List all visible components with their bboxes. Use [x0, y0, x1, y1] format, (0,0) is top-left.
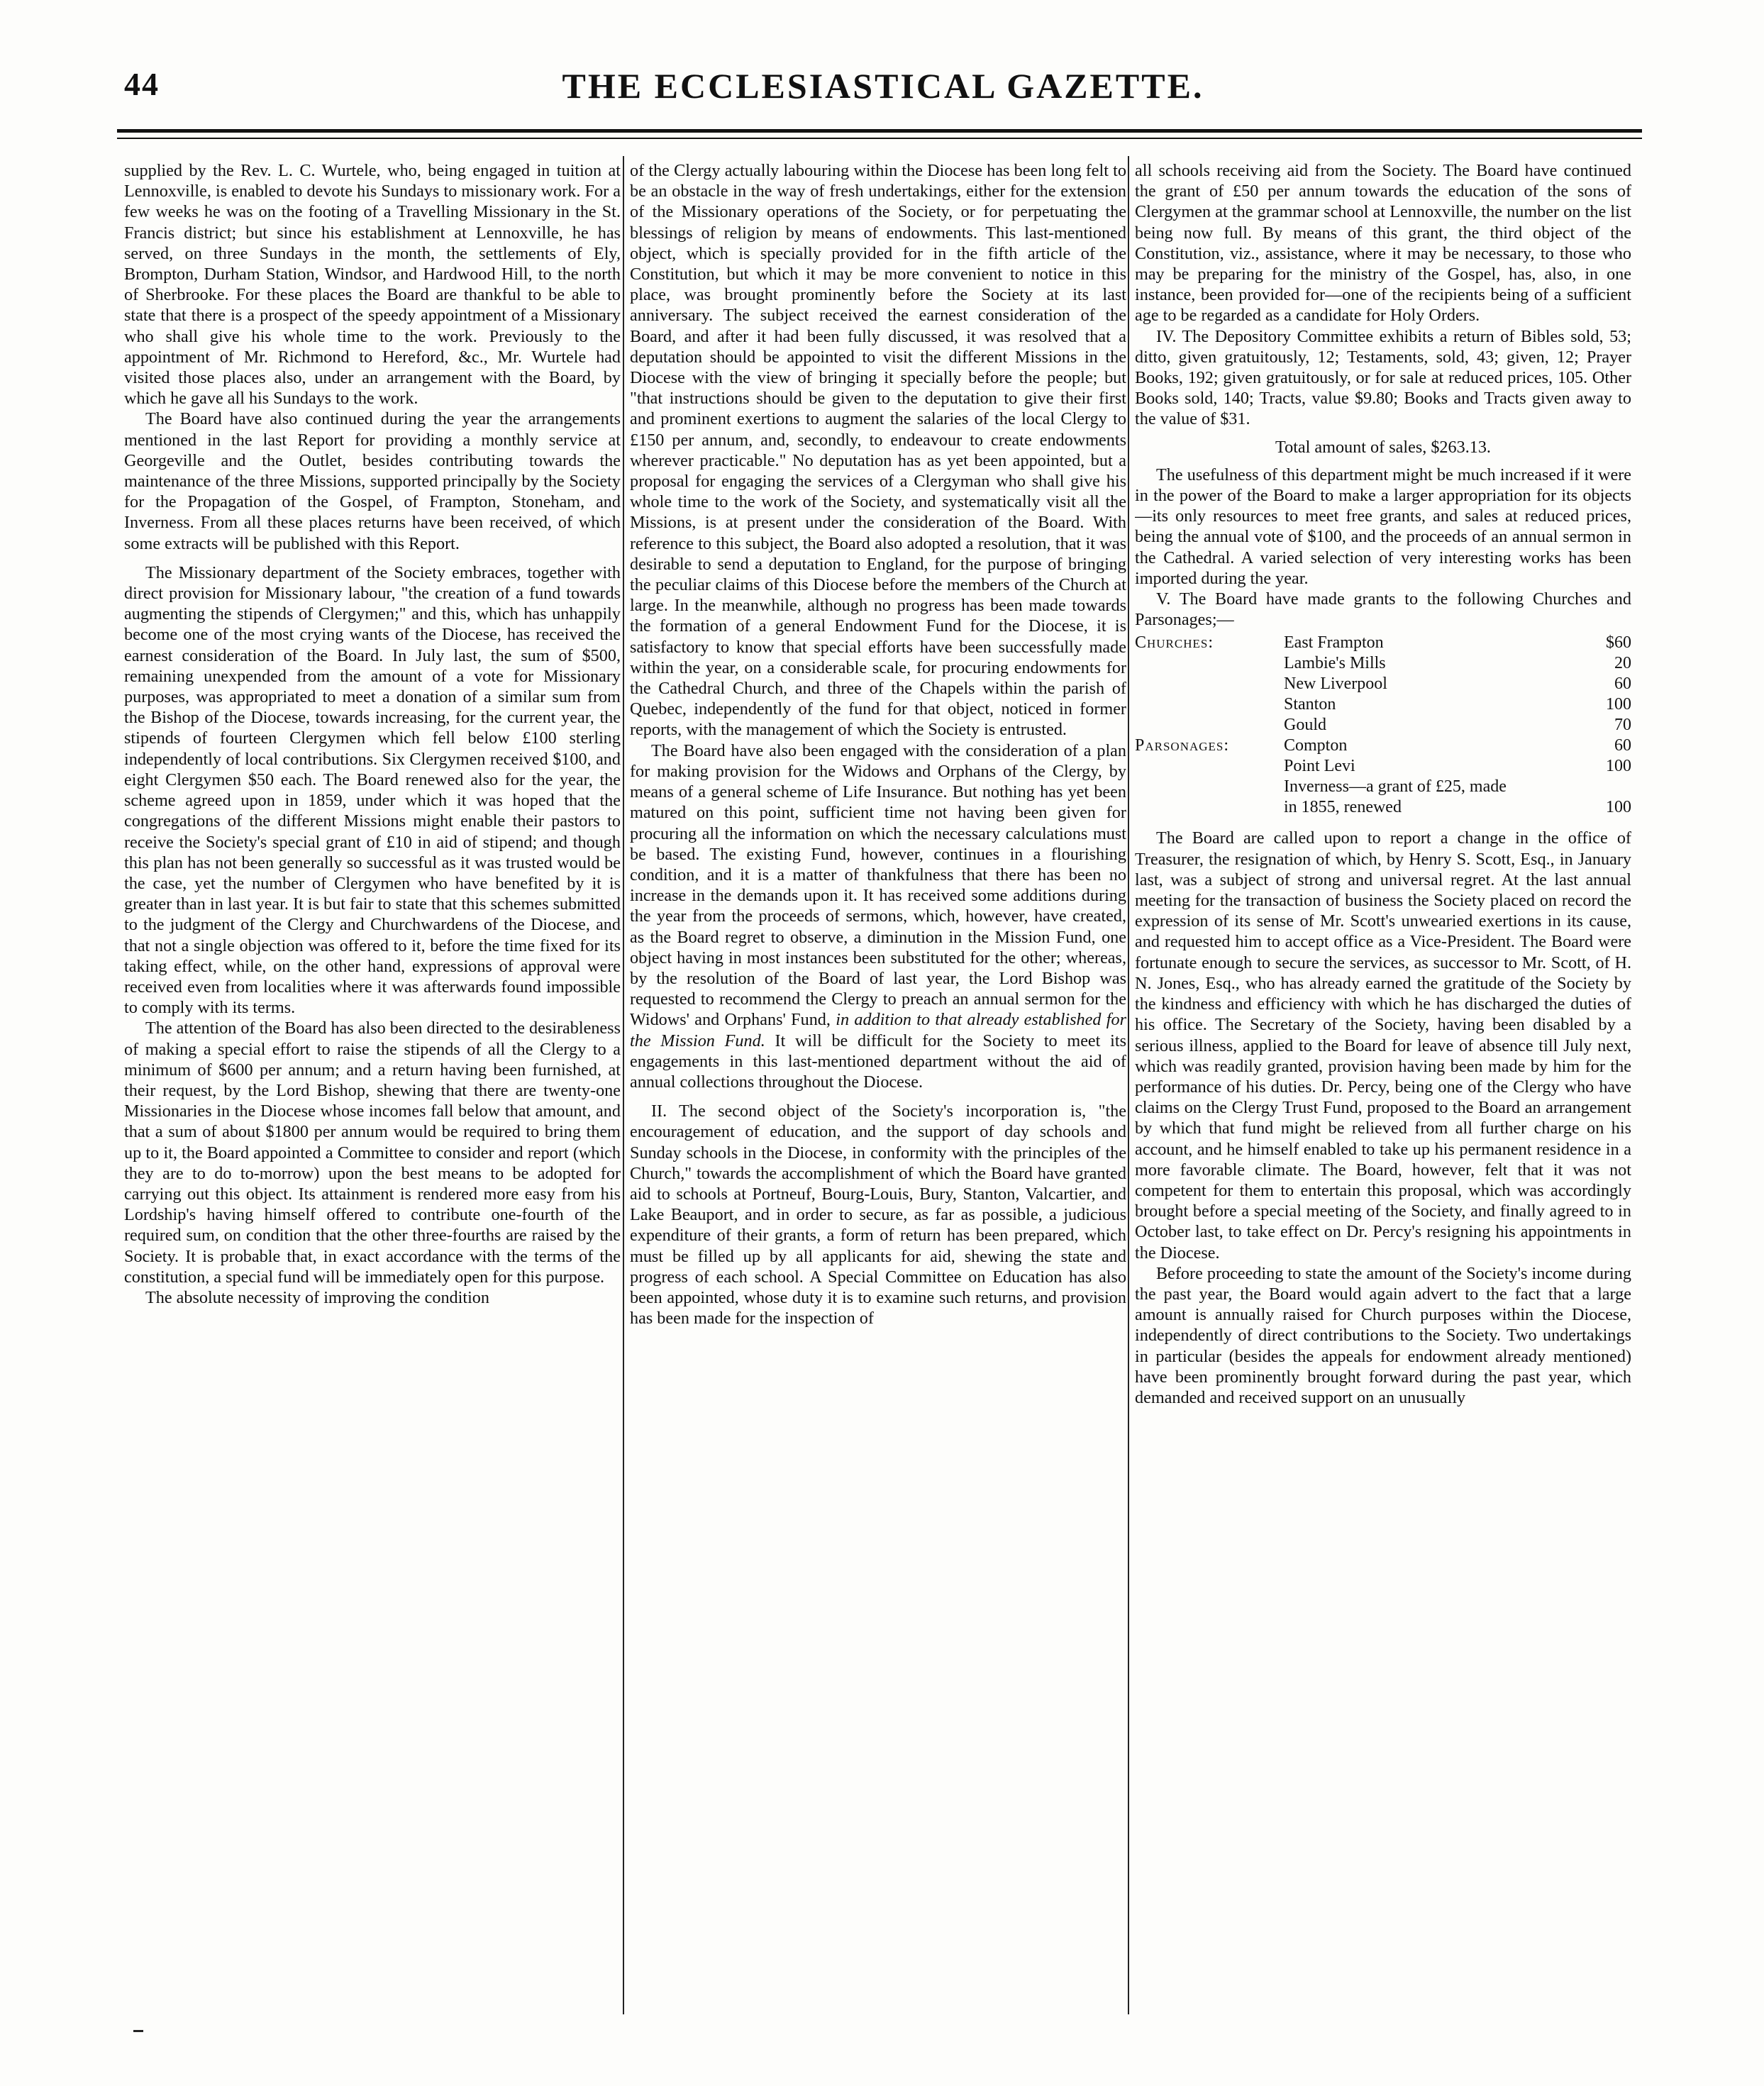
- sales-total: Total amount of sales, $263.13.: [1275, 437, 1491, 457]
- grant-amount: 60: [1614, 675, 1631, 694]
- paragraph: The attention of the Board has also been directed to the desirableness of making a special effort to raise the stipends of all the Clergy to a minimum of $600 per annum; and a return having been furnished, at their request, by the Lord Bishop, shewing that there are twenty-one Missionaries in the Diocese whose incomes fall below that amount, and that a sum of about $1800 per annum would be required to bring them up to it, the Board appointed a Committee to consider and report (which they are to do to-morrow) upon the best means to be adopted for carrying out this object. Its attainment is rendered more easy from his Lordship's having himself offered to contribute one-fourth of the required sum, on condition that the other three-fourths are raised by the Society. It is probable that, in exact accordance with the terms of the constitution, a special fund will be immediately open for this purpose.: [124, 1019, 621, 1287]
- grant-amount: 20: [1614, 654, 1631, 673]
- grant-row: [1135, 694, 1631, 715]
- paragraph: supplied by the Rev. L. C. Wurtele, who, being engaged in tuition at Lennoxville, is enabled to devote his Sundays to missionary work. For a few weeks he was on the footing of a Travelling Missionary in the St. Francis district; but since his establishment at Lennoxville, he has served, on three Sundays in the month, the settlements of Ely, Brompton, Durham Station, Windsor, and Hardwood Hill, to the north of Sherbrooke. For these places the Board are thankful to be able to state that there is a prospect of the speedy appointment of a Missionary who shall give his whole time to the work. Previously to the appointment of Mr. Richmond to Hereford, &c., Mr. Wurtele had visited those places also, under an arrangement with the Board, by which he gave all his Sundays to the work.: [124, 161, 621, 409]
- grant-category: [1135, 797, 1284, 818]
- grant-row: [1135, 777, 1631, 797]
- grant-category: Churches:: [1135, 633, 1214, 653]
- paragraph-text: The Board have also been engaged with the consideration of a plan for making provision for the Widows and Orphans of the Clergy, by means of a general scheme of Life Insurance. But nothing has yet been matured on this point, sufficient time not having been given for procuring all the information on which the necessary calculations must be based. The existing Fund, however, continues in a flourishing condition, and it is a matter of thankfulness that there has been no increase in the demands upon it. It has received some additions during the year from the proceeds of sermons, which, however, have created, as the Board regret to observe, a diminution in the Mission Fund, one object having in most instances been substituted for the other; whereas, by the resolution of the Board of last year, the Lord Bishop was requested to recommend the Clergy to preach an annual sermon for the Widows' and Orphans' Fund,: [630, 740, 1126, 1030]
- column-3: [1135, 160, 1631, 2012]
- grant-place: Compton: [1284, 736, 1348, 755]
- grant-amount: $60: [1606, 633, 1631, 653]
- column-divider-2: [1128, 156, 1129, 2014]
- grant-place: in 1855, renewed: [1284, 798, 1402, 817]
- grant-row: [1135, 653, 1631, 674]
- grant-row: [1135, 633, 1631, 653]
- grant-place: East Frampton: [1284, 633, 1384, 653]
- grant-place: Inverness—a grant of £25, made: [1284, 777, 1507, 797]
- page-header: [124, 65, 1642, 115]
- header-rule-thick: [117, 129, 1642, 133]
- header-rule-thin: [117, 138, 1642, 139]
- grant-place: New Liverpool: [1284, 675, 1387, 694]
- column-1: [124, 160, 621, 2012]
- grant-row: [1135, 715, 1631, 736]
- grant-category: [1135, 777, 1284, 797]
- paragraph: The Board have also continued during the year the arrangements mentioned in the last Report for providing a monthly service at Georgeville and the Outlet, besides contributing towards the maintenance of the three Missions, supported principally by the Society for the Propagation of the Gospel, of Frampton, Stoneham, and Inverness. From all these places returns have been received, of which some extracts will be published with this Report.: [124, 409, 621, 553]
- paragraph-text: It will be difficult for the Society to meet its engagements in this last-mentioned department without the aid of annual collections throughout the Diocese.: [630, 1031, 1126, 1092]
- paragraph: The usefulness of this department might be much increased if it were in the power of the Board to make a larger appropriation for its objects—its only resources to meet free grants, and sales at reduced prices, being the annual vote of $100, and the proceeds of an annual sermon in the Cathedral. A varied selection of very interesting works has been imported during the year.: [1135, 465, 1631, 588]
- paragraph: The absolute necessity of improving the condition: [145, 1287, 489, 1307]
- grant-place: Lambie's Mills: [1284, 654, 1386, 673]
- grants-table: [1135, 633, 1631, 818]
- grant-place: Point Levi: [1284, 757, 1355, 776]
- grant-amount: 60: [1614, 736, 1631, 755]
- paragraph: The Board are called upon to report a change in the office of Treasurer, the resignation of which, by Henry S. Scott, Esq., in January last, was a subject of strong and universal regret. At the last annual meeting for the transaction of business the Society placed on record the expression of its sense of Mr. Scott's unwearied exertions in its cause, and requested him to accept office as a Vice-President. The Board were fortunate enough to secure the services, as successor to Mr. Scott, of H. N. Jones, Esq., who has already earned the gratitude of the Society by the kindness and efficiency with which he has discharged the duties of his office. The Secretary of the Society, having been disabled by a serious illness, applied to the Board for leave of absence till July next, which was readily granted, provision having been made by him for the performance of his duties. Dr. Percy, being one of the Clergy who have claims on the Clergy Trust Fund, proposed to the Board an arrangement by which that fund might be relieved from all further charge on his account, and he himself enabled to take up his permanent residence in a more favorable climate. The Board, however, felt that it was not competent for them to entertain this proposal, which was accordingly brought before a special meeting of the Society, and finally agreed to in October last, to take effect on Dr. Percy's resigning his appointments in the Diocese.: [1135, 828, 1631, 1263]
- grant-amount: 70: [1614, 716, 1631, 735]
- italic-phrase: in addition to that already established for the Mission Fund.: [630, 1010, 1126, 1050]
- paragraph: of the Clergy actually labouring within the Diocese has been long felt to be an obstacle in the way of fresh undertakings, either for the extension of the Missionary operations of the Society, or for perpetuating the blessings of religion by means of endowments. This last-mentioned object, which is specially provided for in the fifth article of the Constitution, but which it may be more convenient to notice in this place, was brought prominently before the Society at its last anniversary. The subject received the earnest consideration of the Board, and after it had been fully discussed, it was resolved that a deputation should be appointed to visit the different Missions in the Diocese with the view of bringing it specially before the people; but "that instructions should be given to the deputation to give their first and prominent exertions to augment the salaries of the local Clergy to £150 per annum, and, secondly, to endeavour to create endowments wherever practicable." No deputation has as yet been appointed, but a proposal for engaging the services of a Clergyman who shall give his whole time to the work of the Society, and systematically visit all the Missions, is at present under the consideration of the Board. With reference to this subject, the Board also adopted a resolution, that it was desirable to send a deputation to England, for the purpose of bringing the peculiar claims of this Diocese before the members of the Church at large. In the meanwhile, although no progress has been made towards the formation of a general Endowment Fund for the Diocese, it is satisfactory to know that special efforts have been successfully made within the year, on a considerable scale, for procuring endowments for the Cathedral Church, and three of the Chapels within the parish of Quebec, independently of the fund for that object, noticed in former reports, with the management of which the Society is entrusted.: [630, 161, 1126, 740]
- page-number: 44: [124, 66, 160, 102]
- grant-category: [1135, 715, 1284, 736]
- grant-amount: [1582, 777, 1631, 797]
- grant-category: [1135, 694, 1284, 715]
- column-divider-1: [623, 156, 624, 2014]
- grant-category: [1135, 674, 1284, 694]
- grant-category: [1135, 756, 1284, 777]
- masthead-title: THE ECCLESIASTICAL GAZETTE.: [562, 66, 1204, 106]
- paragraph: Before proceeding to state the amount of the Society's income during the past year, the Board would again advert to the fact that a large amount is annually raised for Church purposes within the Diocese, independently of direct contributions to the Society. Two undertakings in particular (besides the appeals for endowment already mentioned) have been prominently brought forward during the past year, which demanded and received support on an unusually: [1135, 1263, 1631, 1407]
- grant-place: Gould: [1284, 716, 1326, 735]
- grant-row: [1135, 674, 1631, 694]
- grant-category: [1135, 653, 1284, 674]
- paragraph: [630, 740, 1126, 1092]
- grant-amount: 100: [1606, 798, 1631, 817]
- grant-row: [1135, 797, 1631, 818]
- paragraph: all schools receiving aid from the Society. The Board have continued the grant of £50 per annum towards the education of the sons of Clergymen at the grammar school at Lennoxville, the number on the list being now full. By means of this grant, the third object of the Constitution, viz., assistance, where it may be necessary, to those who may be preparing for the ministry of the Gospel, has, also, in one instance, been provided for—one of the recipients being of a sufficient age to be regarded as a candidate for Holy Orders.: [1135, 161, 1631, 326]
- grant-category: Parsonages:: [1135, 736, 1230, 755]
- grant-row: [1135, 736, 1631, 756]
- paragraph: II. The second object of the Society's incorporation is, "the encouragement of education, and the support of day schools and Sunday schools in the Diocese, in conformity with the principles of the Church," towards the accomplishment of which the Board have granted aid to schools at Portneuf, Bourg-Louis, Bury, Stanton, Valcartier, and Lake Beauport, and in order to secure, as far as possible, a judicious expenditure of their grants, a form of return has been prepared, which must be filled up by all applicants for aid, shewing the state and progress of each school. A Special Committee on Education has also been appointed, whose duty it is to examine such returns, and provision has been made for the inspection of: [630, 1102, 1126, 1328]
- grant-place: Stanton: [1284, 695, 1336, 714]
- grant-amount: 100: [1606, 695, 1631, 714]
- paragraph: The Missionary department of the Society embraces, together with direct provision for Missionary labour, "the creation of a fund towards augmenting the stipends of Clergymen;" and this, which has unhappily become one of the most crying wants of the Diocese, has received the earnest consideration of the Board. In July last, the sum of $500, remaining unexpended from the amount of a vote for Missionary purposes, was appropriated to meet a donation of a similar sum from the Bishop of the Diocese, towards increasing, for the current year, the stipends of fourteen Clergymen which fell below £100 sterling independently of local contributions. Six Clergymen received $100, and eight Clergymen $50 each. The Board renewed also for the year, the scheme agreed upon in 1859, under which it was hoped that the congregations of the different Missions might enable their pastors to receive the Society's special grant of £10 in aid of stipend; and though this plan has not been generally so successful as it was trusted would be the case, yet the number of Clergymen who have benefited by it is greater than in last year. It is but fair to state that this schemes submitted to the judgment of the Clergy and Churchwardens of the Diocese, and that not a single objection was offered to it, before the time fixed for its taking effect, while, on the other hand, expressions of approval were received even from localities where it was afterwards found impossible to comply with its terms.: [124, 562, 621, 1018]
- paragraph: IV. The Depository Committee exhibits a return of Bibles sold, 53; ditto, given gratuitously, 12; Testaments, sold, 43; given, 12; Prayer Books, 192; given gratuitously, or for sale at reduced prices, 105. Other Books sold, 140; Tracts, value $9.80; Books and Tracts given away to the value of $31.: [1135, 326, 1631, 429]
- grant-amount: 100: [1606, 757, 1631, 776]
- grant-row: [1135, 756, 1631, 777]
- column-2: [630, 160, 1126, 2012]
- footer-mark: [133, 2030, 143, 2032]
- paragraph: V. The Board have made grants to the following Churches and Parsonages;—: [1135, 589, 1631, 630]
